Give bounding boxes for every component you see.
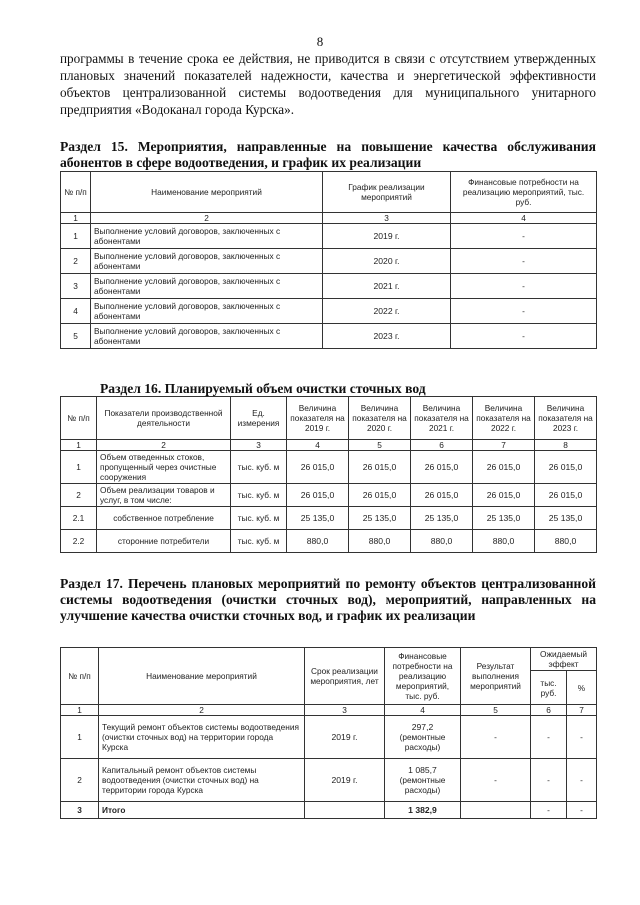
value-2022: 26 015,0 — [473, 484, 535, 507]
measure-name: Выполнение условий договоров, заключенных с абонентами — [91, 299, 323, 324]
indicator-name: Объем отведенных стоков, пропущенный через очистные сооружения — [97, 451, 231, 484]
row-number: 2.2 — [61, 530, 97, 553]
table-row — [61, 716, 597, 759]
indicator-name: сторонние потребители — [97, 530, 231, 553]
index-cell: 5 — [461, 705, 531, 716]
measure-term — [305, 802, 385, 819]
effect-pct-value: - — [567, 759, 597, 802]
index-cell: 6 — [531, 705, 567, 716]
col-header-2021: Величина показателя на 2021 г. — [411, 397, 473, 440]
table-row — [61, 249, 597, 274]
row-number: 1 — [61, 224, 91, 249]
value-2022: 880,0 — [473, 530, 535, 553]
col-header-2023: Величина показателя на 2023 г. — [535, 397, 597, 440]
value-2021: 26 015,0 — [411, 484, 473, 507]
value-2021: 880,0 — [411, 530, 473, 553]
indicator-name: Объем реализации товаров и услуг, в том числе: — [97, 484, 231, 507]
finance-note: (ремонтные расходы) — [399, 732, 446, 752]
col-header-effect-rub: тыс. руб. — [531, 671, 567, 705]
table-row — [61, 299, 597, 324]
col-header-name: Наименование мероприятий — [99, 648, 305, 705]
finance-value: - — [451, 274, 597, 299]
measure-name: Выполнение условий договоров, заключенных с абонентами — [91, 249, 323, 274]
index-cell: 3 — [323, 213, 451, 224]
value-2020: 26 015,0 — [349, 484, 411, 507]
index-cell: 3 — [231, 440, 287, 451]
table-index-row — [61, 213, 597, 224]
measure-term: 2019 г. — [305, 759, 385, 802]
measure-name: Выполнение условий договоров, заключенных с абонентами — [91, 274, 323, 299]
value-2021: 26 015,0 — [411, 451, 473, 484]
value-2023: 880,0 — [535, 530, 597, 553]
total-finance-value: 1 382,9 — [385, 802, 461, 819]
indicator-name: собственное потребление — [97, 507, 231, 530]
table-header-row — [61, 397, 597, 440]
row-number: 4 — [61, 299, 91, 324]
unit: тыс. куб. м — [231, 507, 287, 530]
effect-rub-value: - — [531, 759, 567, 802]
col-header-2022: Величина показателя на 2022 г. — [473, 397, 535, 440]
schedule-year: 2023 г. — [323, 324, 451, 349]
index-cell: 5 — [349, 440, 411, 451]
schedule-year: 2022 г. — [323, 299, 451, 324]
col-header-unit: Ед. измерения — [231, 397, 287, 440]
schedule-year: 2021 г. — [323, 274, 451, 299]
table-row — [61, 224, 597, 249]
row-number: 2.1 — [61, 507, 97, 530]
finance-cell — [385, 716, 461, 759]
finance-cell — [385, 759, 461, 802]
row-number: 5 — [61, 324, 91, 349]
section-15-table — [60, 171, 597, 349]
schedule-year: 2019 г. — [323, 224, 451, 249]
index-cell: 4 — [287, 440, 349, 451]
col-header-number: № п/п — [61, 172, 91, 213]
table-index-row — [61, 705, 597, 716]
table-header-row — [61, 172, 597, 213]
col-header-2019: Величина показателя на 2019 г. — [287, 397, 349, 440]
index-cell: 2 — [97, 440, 231, 451]
finance-value: - — [451, 324, 597, 349]
finance-value: 1 085,7 — [408, 765, 437, 775]
col-header-schedule: График реализации мероприятий — [323, 172, 451, 213]
total-label: Итого — [99, 802, 305, 819]
value-2019: 26 015,0 — [287, 451, 349, 484]
index-cell: 4 — [451, 213, 597, 224]
index-cell: 2 — [91, 213, 323, 224]
index-cell: 4 — [385, 705, 461, 716]
col-header-name: Наименование мероприятий — [91, 172, 323, 213]
col-header-effect-pct: % — [567, 671, 597, 705]
col-header-finance: Финансовые потребности на реализацию мероприятий, тыс. руб. — [385, 648, 461, 705]
index-cell: 1 — [61, 213, 91, 224]
value-2020: 880,0 — [349, 530, 411, 553]
row-number: 3 — [61, 274, 91, 299]
finance-value: - — [451, 249, 597, 274]
table-row — [61, 759, 597, 802]
table-row — [61, 507, 597, 530]
unit: тыс. куб. м — [231, 451, 287, 484]
section-15-title: Раздел 15. Мероприятия, направленные на повышение качества обслуживания абонентов в сфере водоотведения, и график их реализации — [60, 139, 596, 170]
col-header-indicator: Показатели производственной деятельности — [97, 397, 231, 440]
col-header-number: № п/п — [61, 397, 97, 440]
intro-paragraph: программы в течение срока ее действия, не приводится в связи с отсутствием утвержденных плановых значений показателей надежности, качества и энергетической эффективности объектов централизованной системы водоотведения для муниципального унитарного предприятия «Водоканал города Курска». — [60, 51, 596, 117]
value-2019: 880,0 — [287, 530, 349, 553]
index-cell: 7 — [567, 705, 597, 716]
section-16-title: Раздел 16. Планируемый объем очистки сточных вод — [100, 381, 426, 396]
value-2023: 25 135,0 — [535, 507, 597, 530]
value-2022: 25 135,0 — [473, 507, 535, 530]
value-2021: 25 135,0 — [411, 507, 473, 530]
measure-name: Выполнение условий договоров, заключенных с абонентами — [91, 224, 323, 249]
row-number: 1 — [61, 451, 97, 484]
table-row — [61, 451, 597, 484]
row-number: 2 — [61, 759, 99, 802]
table-row — [61, 324, 597, 349]
effect-pct-value: - — [567, 802, 597, 819]
effect-rub-value: - — [531, 716, 567, 759]
index-cell: 7 — [473, 440, 535, 451]
index-cell: 2 — [99, 705, 305, 716]
finance-value: 297,2 — [411, 722, 434, 732]
result-value — [461, 802, 531, 819]
finance-value: - — [451, 299, 597, 324]
col-header-result: Результат выполнения мероприятий — [461, 648, 531, 705]
section-17-title: Раздел 17. Перечень плановых мероприятий по ремонту объектов централизованной системы водоотведения (очистки сточных вод), мероприятий, направленных на улучшение качества очистки сточных вод, и график их реализации — [60, 576, 596, 623]
row-number: 1 — [61, 716, 99, 759]
finance-value: - — [451, 224, 597, 249]
value-2023: 26 015,0 — [535, 484, 597, 507]
col-header-2020: Величина показателя на 2020 г. — [349, 397, 411, 440]
effect-rub-value: - — [531, 802, 567, 819]
value-2022: 26 015,0 — [473, 451, 535, 484]
index-cell: 8 — [535, 440, 597, 451]
effect-pct-value: - — [567, 716, 597, 759]
section-17-table — [60, 647, 597, 819]
table-total-row — [61, 802, 597, 819]
table-index-row — [61, 440, 597, 451]
row-number: 3 — [61, 802, 99, 819]
result-value: - — [461, 759, 531, 802]
value-2019: 26 015,0 — [287, 484, 349, 507]
table-row — [61, 484, 597, 507]
section-16-table — [60, 396, 597, 553]
row-number: 2 — [61, 484, 97, 507]
index-cell: 1 — [61, 705, 99, 716]
index-cell: 6 — [411, 440, 473, 451]
col-header-term: Срок реализации мероприятия, лет — [305, 648, 385, 705]
schedule-year: 2020 г. — [323, 249, 451, 274]
measure-term: 2019 г. — [305, 716, 385, 759]
row-number: 2 — [61, 249, 91, 274]
col-header-effect: Ожидаемый эффект — [531, 648, 597, 671]
value-2023: 26 015,0 — [535, 451, 597, 484]
value-2019: 25 135,0 — [287, 507, 349, 530]
col-header-finance: Финансовые потребности на реализацию мероприятий, тыс. руб. — [451, 172, 597, 213]
table-header-row — [61, 648, 597, 671]
table-row — [61, 530, 597, 553]
value-2020: 26 015,0 — [349, 451, 411, 484]
index-cell: 3 — [305, 705, 385, 716]
result-value: - — [461, 716, 531, 759]
measure-name: Выполнение условий договоров, заключенных с абонентами — [91, 324, 323, 349]
value-2020: 25 135,0 — [349, 507, 411, 530]
col-header-number: № п/п — [61, 648, 99, 705]
unit: тыс. куб. м — [231, 530, 287, 553]
measure-name: Текущий ремонт объектов системы водоотведения (очистки сточных вод) на территории города Курска — [99, 716, 305, 759]
index-cell: 1 — [61, 440, 97, 451]
unit: тыс. куб. м — [231, 484, 287, 507]
page-number: 8 — [316, 34, 324, 49]
table-row — [61, 274, 597, 299]
finance-note: (ремонтные расходы) — [399, 775, 446, 795]
measure-name: Капитальный ремонт объектов системы водоотведения (очистки сточных вод) на территории города Курска — [99, 759, 305, 802]
